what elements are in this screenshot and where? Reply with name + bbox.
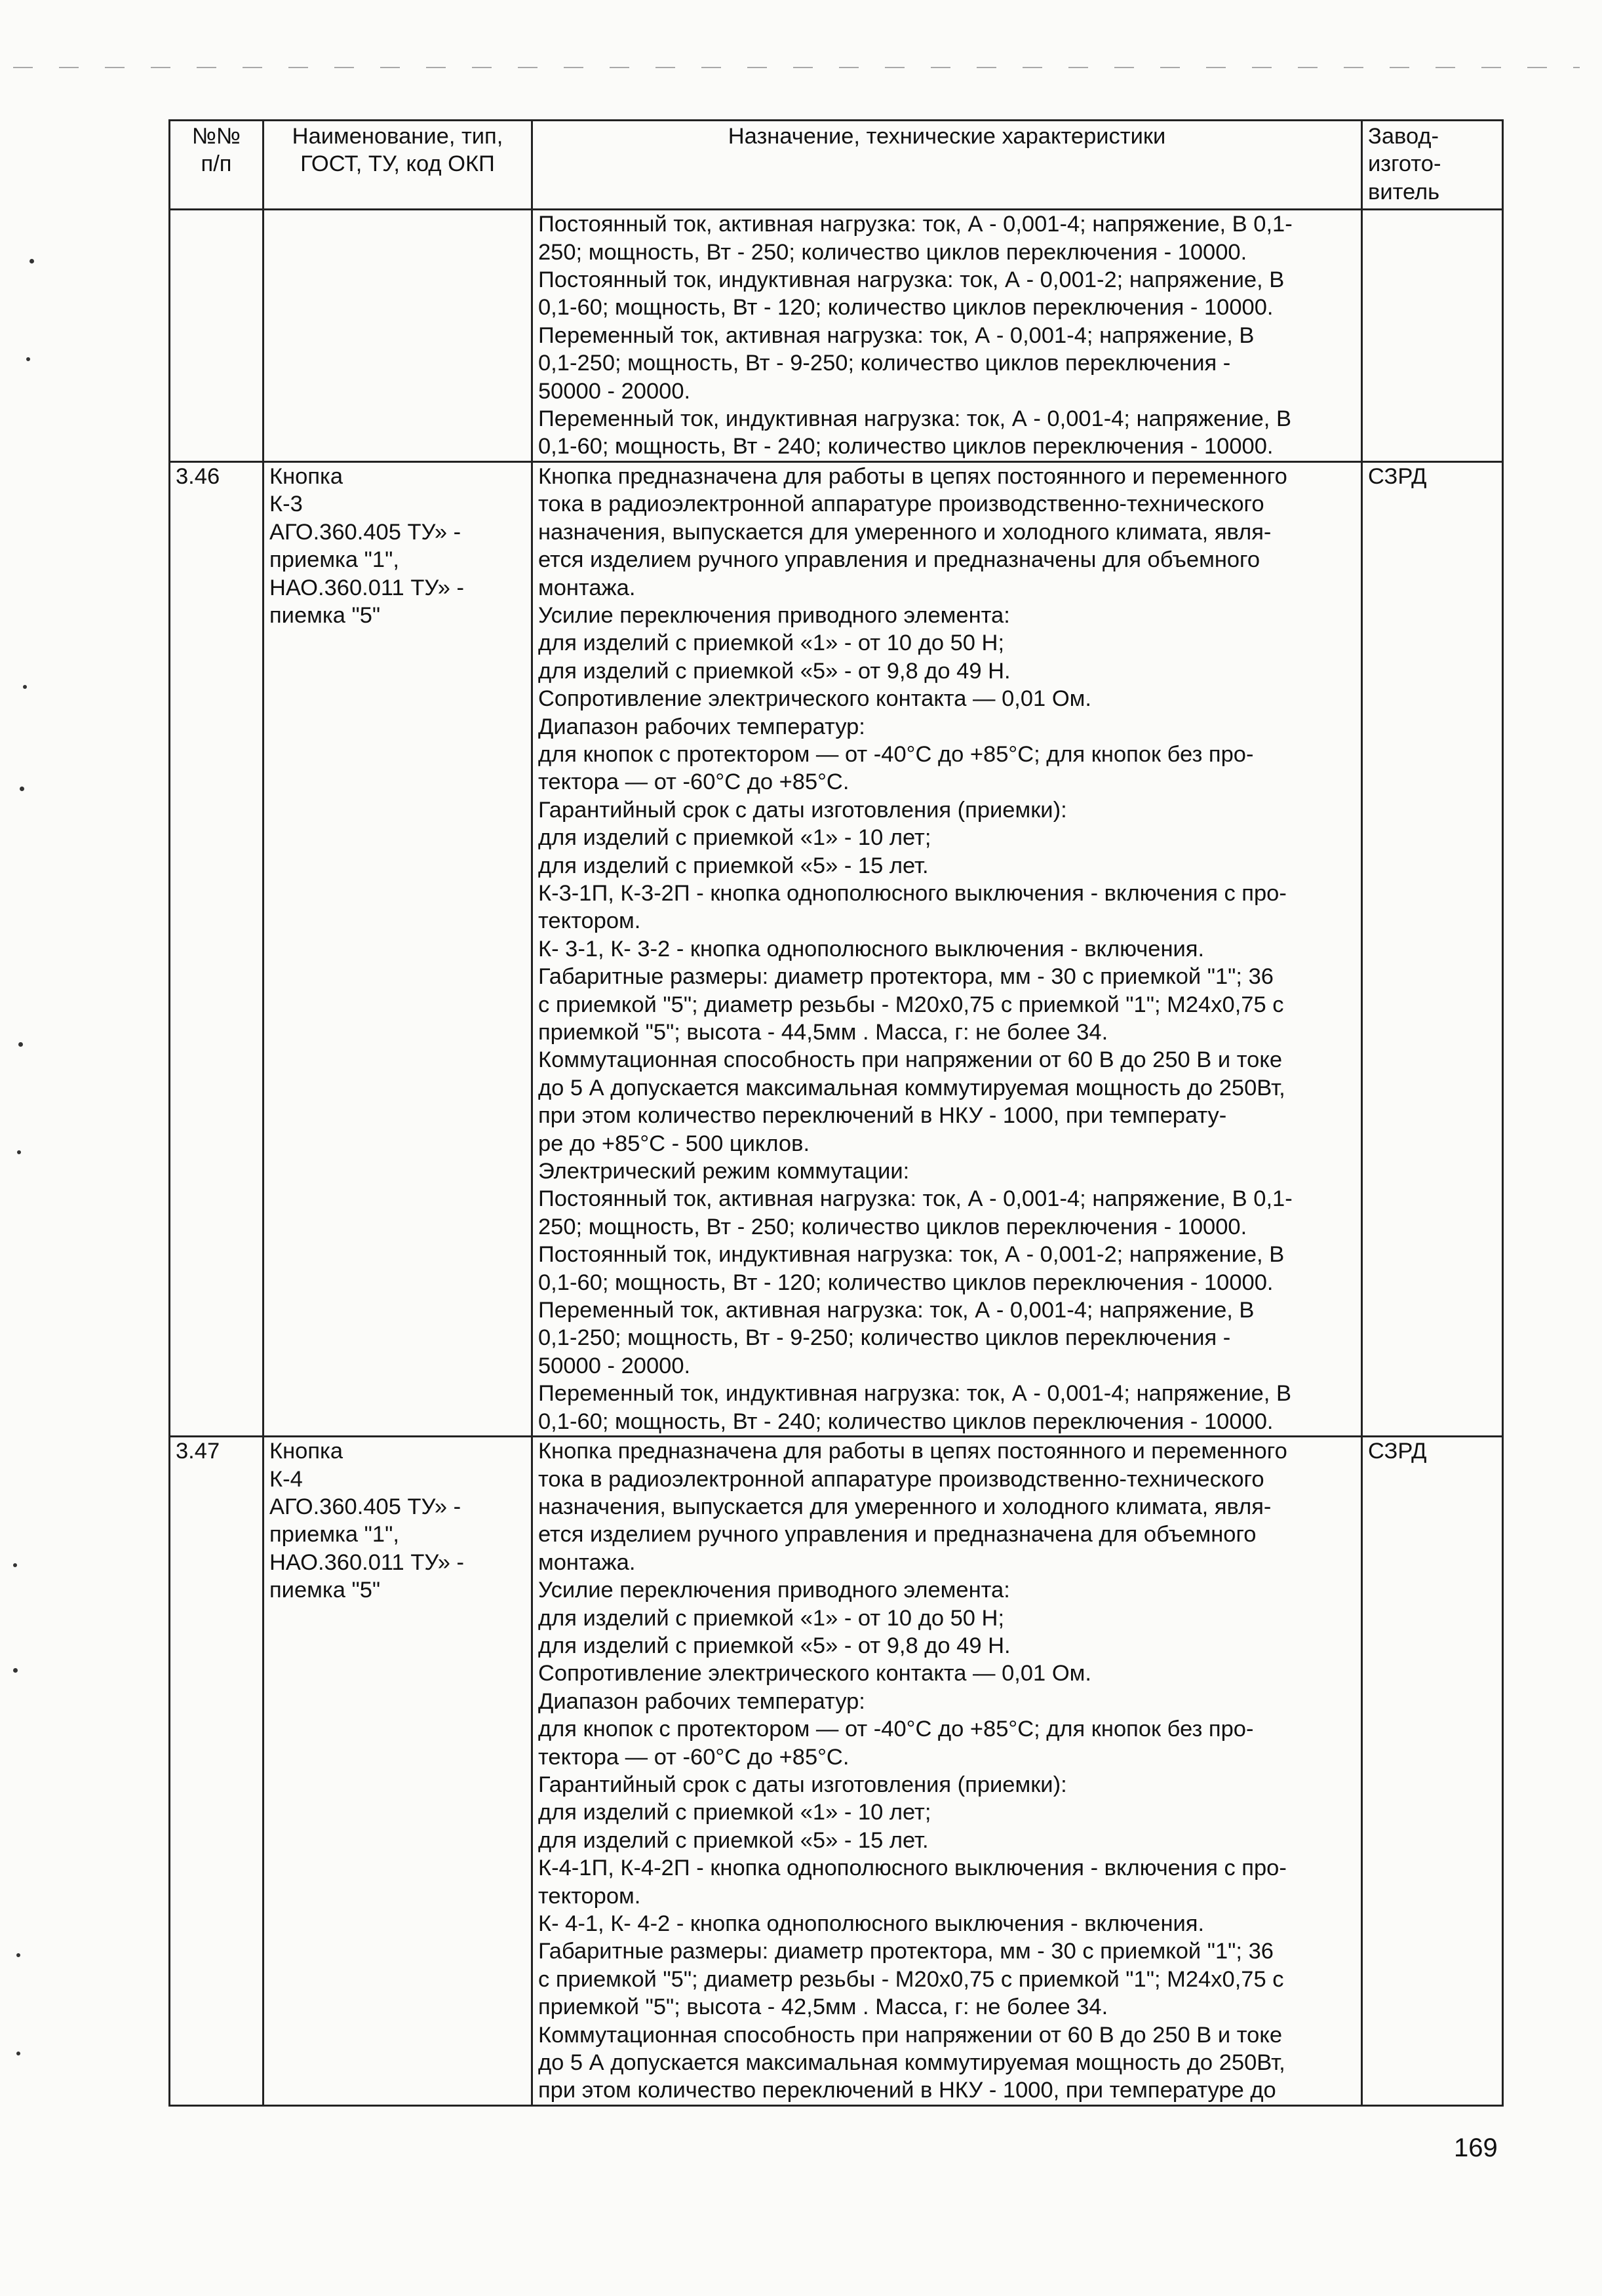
table-header-row: [170, 121, 1503, 210]
row-maker: СЗРД: [1362, 1437, 1503, 2106]
row-spec: Кнопка предназначена для работы в цепях постоянного и переменного тока в радиоэлектронной аппаратуре производственно-технического назначения, выпускается для умеренного и холодного климата, явля- ется изделием ручного управления и предназначена для объемного монтажа. Усилие переключения приводного элемента: для изделий с приемкой «1» - от 10 до 50 Н; для изделий с приемкой «5» - от 9,8 до 49 Н. Сопротивление электрического контакта — 0,01 Ом. Диапазон рабочих температур: для кнопок с протектором — от -40°С до +85°С; для кнопок без про- тектора — от -60°С до +85°С. Гарантийный срок с даты изготовления (приемки): для изделий с приемкой «1» - 10 лет; для изделий с приемкой «5» - 15 лет. К-4-1П, К-4-2П - кнопка однополюсного выключения - включения с про- тектором. К- 4-1, К- 4-2 - кнопка однополюсного выключения - включения. Габаритные размеры: диаметр протектора, мм - 30 с приемкой "1"; 36 с приемкой "5"; диаметр резьбы - М20х0,75 с приемкой "1"; М24х0,75 с приемкой "5"; высота - 42,5мм . Масса, г: не более 34. Коммутационная способность при напряжении от 60 В до 250 В и токе до 5 А допускается максимальная коммутируемая мощность до 250Вт, при этом количество переключений в НКУ - 1000, при температуре до: [532, 1437, 1362, 2106]
scan-artifact-top: [13, 67, 1580, 68]
page-number: 169: [1454, 2133, 1498, 2162]
scan-dot: [29, 259, 34, 263]
table-row: [170, 461, 1503, 1436]
table-row: [170, 210, 1503, 462]
scan-dot: [18, 1042, 23, 1047]
row-maker: [1362, 210, 1503, 462]
scan-dot: [13, 1563, 17, 1567]
row-num: 3.47: [170, 1437, 264, 2106]
scan-dot: [16, 2052, 20, 2055]
scan-dot: [16, 1953, 20, 1957]
row-name: Кнопка К-4 АГО.360.405 ТУ» - приемка "1", НАО.360.011 ТУ» - пиемка "5": [264, 1437, 532, 2106]
scan-dot: [17, 1150, 21, 1154]
row-spec: Постоянный ток, активная нагрузка: ток, А - 0,001-4; напряжение, В 0,1- 250; мощность, Вт - 250; количество циклов переключения - 10000. Постоянный ток, индуктивная нагрузка: ток, А - 0,001-2; напряжение, В 0,1-60; мощность, Вт - 120; количество циклов переключения - 10000. Переменный ток, активная нагрузка: ток, А - 0,001-4; напряжение, В 0,1-250; мощность, Вт - 9-250; количество циклов переключения - 50000 - 20000. Переменный ток, индуктивная нагрузка: ток, А - 0,001-4; напряжение, В 0,1-60; мощность, Вт - 240; количество циклов переключения - 10000.: [532, 210, 1362, 462]
header-maker: Завод- изгото- витель: [1362, 121, 1503, 210]
row-num: 3.46: [170, 461, 264, 1436]
scan-dot: [20, 787, 24, 791]
header-name: Наименование, тип, ГОСТ, ТУ, код ОКП: [264, 121, 532, 210]
scan-dot: [13, 1668, 18, 1673]
scan-dot: [26, 357, 30, 361]
row-name: [264, 210, 532, 462]
scan-dot: [23, 685, 27, 689]
row-name: Кнопка К-3 АГО.360.405 ТУ» - приемка "1", НАО.360.011 ТУ» - пиемка "5": [264, 461, 532, 1436]
header-num: №№ п/п: [170, 121, 264, 210]
row-maker: СЗРД: [1362, 461, 1503, 1436]
row-spec: Кнопка предназначена для работы в цепях постоянного и переменного тока в радиоэлектронной аппаратуре производственно-технического назначения, выпускается для умеренного и холодного климата, явля- ется изделием ручного управления и предназначены для объемного монтажа. Усилие переключения приводного элемента: для изделий с приемкой «1» - от 10 до 50 Н; для изделий с приемкой «5» - от 9,8 до 49 Н. Сопротивление электрического контакта — 0,01 Ом. Диапазон рабочих температур: для кнопок с протектором — от -40°С до +85°С; для кнопок без про- тектора — от -60°С до +85°С. Гарантийный срок с даты изготовления (приемки): для изделий с приемкой «1» - 10 лет; для изделий с приемкой «5» - 15 лет. К-3-1П, К-3-2П - кнопка однополюсного выключения - включения с про- тектором. К- 3-1, К- 3-2 - кнопка однополюсного выключения - включения. Габаритные размеры: диаметр протектора, мм - 30 с приемкой "1"; 36 с приемкой "5"; диаметр резьбы - М20х0,75 с приемкой "1"; М24х0,75 с приемкой "5"; высота - 44,5мм . Масса, г: не более 34. Коммутационная способность при напряжении от 60 В до 250 В и токе до 5 А допускается максимальная коммутируемая мощность до 250Вт, при этом количество переключений в НКУ - 1000, при температу- ре до +85°С - 500 циклов. Электрический режим коммутации: Постоянный ток, активная нагрузка: ток, А - 0,001-4; напряжение, В 0,1- 250; мощность, Вт - 250; количество циклов переключения - 10000. Постоянный ток, индуктивная нагрузка: ток, А - 0,001-2; напряжение, В 0,1-60; мощность, Вт - 120; количество циклов переключения - 10000. Переменный ток, активная нагрузка: ток, А - 0,001-4; напряжение, В 0,1-250; мощность, Вт - 9-250; количество циклов переключения - 50000 - 20000. Переменный ток, индуктивная нагрузка: ток, А - 0,001-4; напряжение, В 0,1-60; мощность, Вт - 240; количество циклов переключения - 10000.: [532, 461, 1362, 1436]
row-num: [170, 210, 264, 462]
spec-table: [168, 119, 1504, 2107]
header-purpose: Назначение, технические характеристики: [532, 121, 1362, 210]
table-row: [170, 1437, 1503, 2106]
